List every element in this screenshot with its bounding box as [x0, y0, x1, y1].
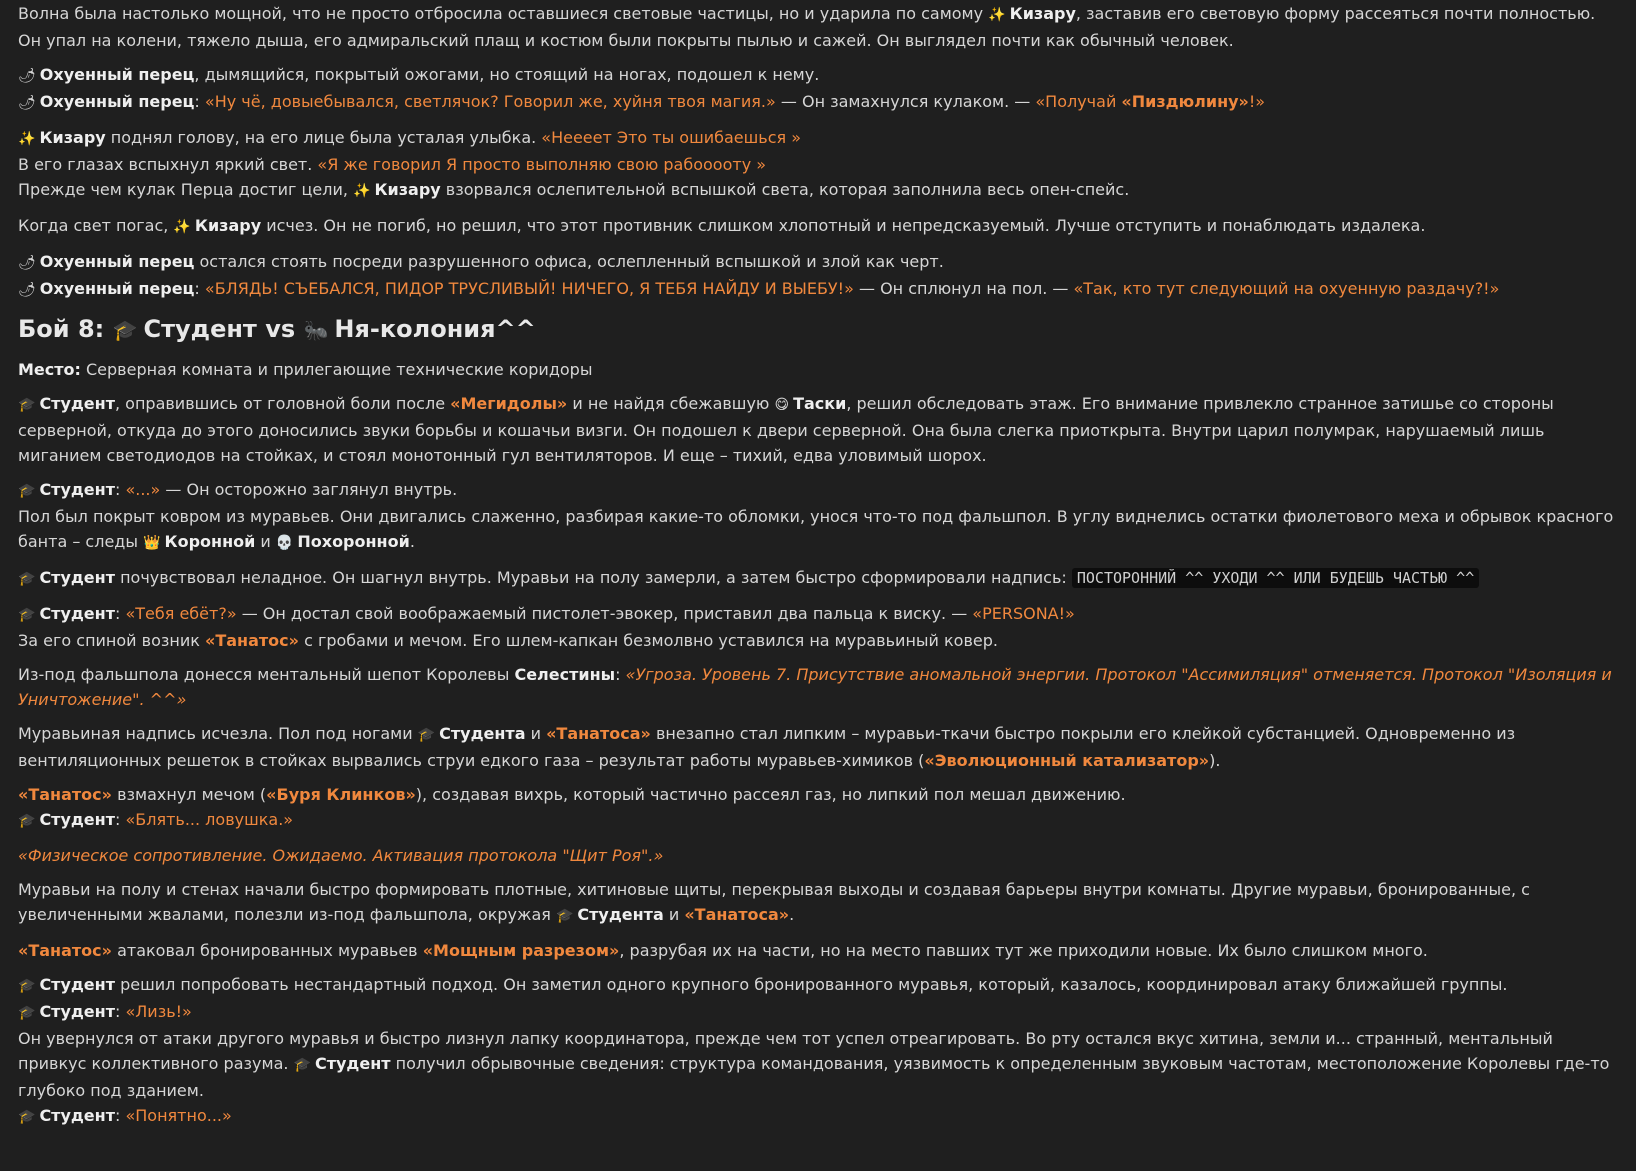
bold-name: Кизару: [374, 180, 441, 199]
paragraph-line: [18, 782, 1618, 807]
paragraph-line: [18, 62, 1618, 89]
text-run: ).: [1209, 751, 1221, 770]
graduation-cap-icon: 🎓: [18, 483, 36, 499]
chili-pepper-icon: 🌶: [18, 95, 36, 111]
graduation-cap-icon: 🎓: [18, 813, 36, 829]
paragraph: [18, 213, 1618, 240]
graduation-cap-icon: 🎓: [18, 397, 36, 413]
bold-name: Кизару: [1009, 4, 1076, 23]
text-run: :: [194, 279, 205, 298]
quote: «Блять... ловушка.»: [125, 810, 294, 829]
paragraph-line: [18, 357, 1618, 382]
bold-quote: «Танатос»: [18, 785, 112, 804]
bold-name: Студент: [39, 394, 115, 413]
text-run: получил обрывочные сведения: структура командования, уязвимость к определенным звуковым частотам, местоположение Королевы где-то глубоко под зданием.: [18, 1054, 1610, 1100]
graduation-cap-icon: 🎓: [18, 978, 36, 994]
quote: «...»: [125, 480, 161, 499]
chili-pepper-icon: 🌶: [18, 255, 36, 271]
text-run: внезапно стал липким – муравьи-ткачи быстро покрыли его клейкой субстанцией. Одновременно из вентиляционных решеток в стойках вырвались струи едкого газа – результат работы муравьев-химиков (: [18, 724, 1516, 770]
crown-icon: 👑: [143, 535, 161, 551]
paragraph: [18, 1, 1618, 53]
quote: «PERSONA!»: [972, 604, 1075, 623]
text-run: За его спиной возник: [18, 631, 205, 650]
bold-name: Студент: [39, 810, 115, 829]
sparkles-icon: ✨: [18, 131, 36, 147]
paragraph-line: [18, 504, 1618, 556]
quote: «Понятно...»: [125, 1106, 232, 1125]
bold-name: Студента: [577, 905, 664, 924]
bold-name: Студент: [39, 975, 115, 994]
text-run: , заставив его световую форму рассеяться почти полностью. Он упал на колени, тяжело дыша, его адмиральский плащ и костюм были покрыты пылью и сажей. Он выглядел почти как обычный человек.: [18, 4, 1596, 50]
quote: «Нееeет Это ты ошибаешься »: [541, 128, 802, 147]
text-run: и: [663, 905, 685, 924]
text-run: взорвался ослепительной вспышкой света, которая заполнила весь опен-спейс.: [440, 180, 1130, 199]
bold-quote: «Танатос»: [205, 631, 299, 650]
paragraph-line: [18, 177, 1618, 204]
paragraph: [18, 391, 1618, 468]
sparkles-icon: ✨: [988, 7, 1006, 23]
text-run: Прежде чем кулак Перца достиг цели,: [18, 180, 354, 199]
bold-quote: «Танатоса»: [684, 905, 790, 924]
paragraph-line: [18, 89, 1618, 116]
text-run: ), создавая вихрь, который частично рассеял газ, но липкий пол мешал движению.: [415, 785, 1126, 804]
bold-quote: «Танатоса»: [546, 724, 651, 743]
paragraph: [18, 477, 1618, 556]
paragraph: [18, 125, 1618, 204]
quote: «БЛЯДЬ! СЪЕБАЛСЯ, ПИДОР ТРУСЛИВЫЙ! НИЧЕГО, Я ТЕБЯ НАЙДУ И ВЫЕБУ!»: [204, 279, 854, 298]
quote: «Так, кто тут следующий на охуенную раздачу?!»: [1073, 279, 1500, 298]
text-run: Студент vs: [143, 315, 304, 343]
text-run: Пол был покрыт ковром из муравьев. Они двигались слаженно, разбирая какие-то обломки, унося что-то под фальшпол. В углу виднелись остатки фиолетового меха и обрывок красного банта – следы: [18, 507, 1614, 551]
graduation-cap-icon: 🎓: [417, 727, 436, 743]
text-run: В его глазах вспыхнул яркий свет.: [18, 155, 318, 174]
graduation-cap-icon: 🎓: [18, 1109, 36, 1125]
paragraph: [18, 601, 1618, 653]
bold-name: Охуенный перец: [39, 252, 195, 271]
paragraph-line: [18, 565, 1618, 592]
ant-icon: 🐜: [303, 318, 329, 342]
sparkles-icon: ✨: [173, 219, 191, 235]
paragraph: [18, 662, 1618, 712]
text-run: :: [615, 665, 626, 684]
text-run: и не найдя сбежавшую: [567, 394, 775, 413]
text-run: Он увернулся от атаки другого муравья и быстро лизнул лапку координатора, прежде чем тот успел отреагировать. Во рту остался вкус хитина, земли и... странный, ментальный привкус коллективного разума.: [18, 1029, 1553, 1073]
text-run: — Он замахнулся кулаком. —: [775, 92, 1036, 111]
italic-quote: «Физическое сопротивление. Ожидаемо. Активация протокола "Щит Роя".»: [18, 846, 664, 865]
graduation-cap-icon: 🎓: [18, 1005, 36, 1021]
bold-name: Студент: [314, 1054, 391, 1073]
paragraph: [18, 938, 1618, 963]
text-run: — Он достал свой воображаемый пистолет-эвокер, приставил два пальца к виску. —: [236, 604, 973, 623]
bold-quote: «Буря Клинков»: [266, 785, 416, 804]
text-run: Ня-колония^^: [334, 315, 536, 343]
text-run: :: [114, 1002, 126, 1021]
inline-code: ПОСТОРОННИЙ ^^ УХОДИ ^^ ИЛИ БУДЕШЬ ЧАСТЬЮ ^^: [1072, 568, 1479, 588]
bold-name: Селестины: [514, 665, 616, 684]
graduation-cap-icon: 🎓: [112, 318, 138, 342]
text-run: решил попробовать нестандартный подход. Он заметил одного крупного бронированного муравья, который, казалось, координировал атаку ближайшей группы.: [114, 975, 1508, 994]
paragraph-line: [18, 213, 1618, 240]
bold-name: Кизару: [194, 216, 262, 235]
paragraph: [18, 249, 1618, 303]
paragraph-line: [18, 601, 1618, 628]
text-run: :: [114, 810, 126, 829]
text-run: Муравьи на полу и стенах начали быстро формировать плотные, хитиновые щиты, перекрывая выходы и создавая барьеры внутри комнаты. Другие муравьи, бронированные, с увеличенными жвалами, полезли из-под фальшпола, окружая: [18, 880, 1530, 924]
text-run: , дымящийся, покрытый ожогами, но стоящий на ногах, подошел к нему.: [194, 65, 820, 84]
text-run: .: [409, 532, 415, 551]
paragraph-line: [18, 1, 1618, 53]
graduation-cap-icon: 🎓: [18, 571, 36, 587]
paragraph: [18, 972, 1618, 1130]
text-run: :: [194, 92, 205, 111]
paragraph-line: [18, 999, 1618, 1026]
paragraph-line: [18, 1026, 1618, 1103]
paragraph: [18, 877, 1618, 929]
paragraph-line: [18, 249, 1618, 276]
bold-name: Охуенный перец: [39, 279, 195, 298]
quote: «Ну чё, довыебывался, светлячок? Говорил же, хуйня твоя магия.»: [204, 92, 776, 111]
bold-name: Похоронной: [297, 532, 410, 551]
paragraph-line: [18, 276, 1618, 303]
bold-quote: «Эволюционный катализатор»: [924, 751, 1210, 770]
paragraph-line: [18, 662, 1618, 712]
paragraph-line: [18, 1103, 1618, 1130]
text-run: , решил обследовать этаж. Его внимание привлекло странное затишье со стороны серверной, откуда до этого доносились звуки борьбы и кошачьи визги. Он подошел к двери серверной. Она была слегка приоткрыта. Внутри царил полумрак, нарушаемый лишь миганием светодиодов на стойках, и стоял монотонный гул вентиляторов. И еще – тихий, едва уловимый шорох.: [18, 394, 1554, 465]
text-run: , разрубая их на части, но на место павших тут же приходили новые. Их было слишком много.: [619, 941, 1428, 960]
text-run: и: [255, 532, 276, 551]
text-run: Волна была настолько мощной, что не просто отбросила оставшиеся световые частицы, но и ударила по самому: [18, 4, 989, 23]
text-run: .: [789, 905, 795, 924]
quote: «Тебя ебёт?»: [125, 604, 237, 623]
text-run: почувствовал неладное. Он шагнул внутрь. Муравьи на полу замерли, а затем быстро сформировали надпись:: [114, 568, 1072, 587]
bold-name: Кизару: [39, 128, 106, 147]
text-run: с гробами и мечом. Его шлем-капкан безмолвно уставился на муравьиный ковер.: [298, 631, 998, 650]
text-run: — Он сплюнул на пол. —: [853, 279, 1074, 298]
bold-quote: «Пиздюлину»: [1121, 92, 1249, 111]
bold-name: Студент: [39, 1106, 115, 1125]
bold-name: Охуенный перец: [39, 65, 195, 84]
paragraph-line: [18, 938, 1618, 963]
italic-quote: «Угроза. Уровень 7. Присутствие аномальной энергии. Протокол "Ассимиляция" отменяется. Протокол "Изоляция и Уничтожение". ^^»: [18, 665, 1612, 709]
bold-quote: «Мегидолы»: [450, 394, 568, 413]
paragraph-line: [18, 152, 1618, 177]
paragraph: [18, 721, 1618, 773]
paragraph-line: [18, 843, 1618, 868]
quote: «Лизь!»: [125, 1002, 192, 1021]
bold-name: Таски: [793, 394, 847, 413]
sparkles-icon: ✨: [353, 183, 371, 199]
text-run: :: [114, 480, 126, 499]
text-run: поднял голову, на его лице была усталая улыбка.: [105, 128, 542, 147]
skull-icon: 💀: [275, 535, 294, 551]
chili-pepper-icon: 🌶: [18, 68, 36, 84]
bold-name: Место:: [18, 360, 81, 379]
chili-pepper-icon: 🌶: [18, 282, 36, 298]
paragraph-line: [18, 477, 1618, 504]
bold-name: Студент: [39, 604, 115, 623]
smiling-face-icon: 😋: [774, 397, 790, 413]
quote: «Я же говорил Я просто выполняю свою рабооооту »: [317, 155, 767, 174]
text-run: Из-под фальшпола донесся ментальный шепот Королевы: [18, 665, 515, 684]
bold-name: Студента: [439, 724, 526, 743]
text-run: Когда свет погас,: [18, 216, 174, 235]
paragraph-line: [18, 628, 1618, 653]
quote: «Получай: [1035, 92, 1122, 111]
text-run: , оправившись от головной боли после: [114, 394, 451, 413]
graduation-cap-icon: 🎓: [293, 1057, 311, 1073]
bold-name: Охуенный перец: [39, 92, 195, 111]
paragraph: [18, 565, 1618, 592]
text-run: Бой 8:: [18, 315, 113, 343]
text-run: взмахнул мечом (: [111, 785, 267, 804]
bold-quote: «Мощным разрезом»: [422, 941, 620, 960]
quote: !»: [1248, 92, 1266, 111]
bold-name: Студент: [39, 568, 115, 587]
bold-name: Студент: [39, 480, 115, 499]
paragraph: [18, 357, 1618, 382]
paragraph-line: [18, 125, 1618, 152]
text-run: остался стоять посреди разрушенного офиса, ослепленный вспышкой и злой как черт.: [194, 252, 944, 271]
text-run: исчез. Он не погиб, но решил, что этот противник слишком хлопотный и непредсказуемый. Лучше отступить и понаблюдать издалека.: [261, 216, 1426, 235]
section-heading: [18, 312, 1618, 347]
text-run: Муравьиная надпись исчезла. Пол под ногами: [18, 724, 418, 743]
paragraph: [18, 62, 1618, 116]
paragraph-line: [18, 391, 1618, 468]
bold-quote: «Танатос»: [18, 941, 112, 960]
graduation-cap-icon: 🎓: [555, 908, 574, 924]
text-run: — Он осторожно заглянул внутрь.: [160, 480, 458, 499]
text-run: атаковал бронированных муравьев: [111, 941, 423, 960]
text-run: Серверная комната и прилегающие технические коридоры: [80, 360, 593, 379]
paragraph-line: [18, 721, 1618, 773]
paragraph-line: [18, 877, 1618, 929]
paragraph: [18, 843, 1618, 868]
paragraph-line: [18, 807, 1618, 834]
graduation-cap-icon: 🎓: [18, 607, 36, 623]
bold-name: Студент: [39, 1002, 115, 1021]
paragraph: [18, 782, 1618, 834]
paragraph-line: [18, 972, 1618, 999]
text-run: :: [114, 604, 126, 623]
bold-name: Коронной: [164, 532, 256, 551]
text-run: :: [114, 1106, 126, 1125]
text-run: и: [525, 724, 547, 743]
